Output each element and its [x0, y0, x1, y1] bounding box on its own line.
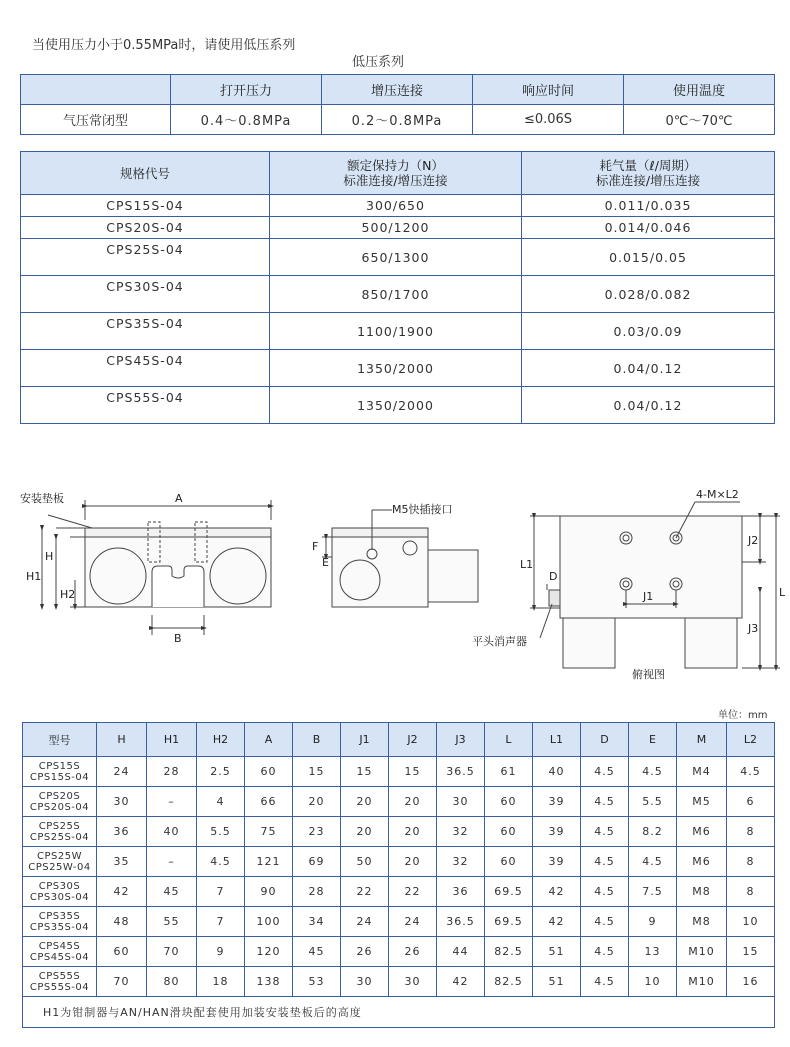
dimension-value: 51	[533, 967, 581, 997]
dimension-value: 4.5	[581, 907, 629, 937]
dimension-model-full: CPS15S-04	[29, 771, 90, 783]
dimension-value: M5	[677, 787, 727, 817]
dimension-header: H	[97, 723, 147, 757]
dimension-value: 44	[437, 937, 485, 967]
dimension-value: 26	[341, 937, 389, 967]
dimension-model-full: CPS25S-04	[29, 831, 90, 843]
dimension-value: 24	[389, 907, 437, 937]
dimension-value: 4	[197, 787, 245, 817]
dimension-model-short: CPS45S	[38, 940, 81, 952]
dimension-header: E	[629, 723, 677, 757]
table-row	[23, 847, 775, 877]
table-row	[23, 757, 775, 787]
label-top-view: 俯视图	[632, 668, 665, 681]
dimension-value: 61	[485, 757, 533, 787]
dimension-value: 23	[293, 817, 341, 847]
pressure-row-label: 气压常闭型	[21, 105, 171, 135]
dimension-model-short: CPS25S	[38, 820, 81, 832]
dimension-value: 30	[437, 787, 485, 817]
dimension-value: 20	[389, 817, 437, 847]
table-row	[23, 787, 775, 817]
label-H1: H1	[26, 570, 42, 583]
dimension-value: 22	[341, 877, 389, 907]
dimension-value: 28	[147, 757, 197, 787]
spec-model: CPS25S-04	[21, 239, 270, 276]
technical-drawing	[0, 480, 790, 700]
dimension-value: 75	[245, 817, 293, 847]
dimension-value: 10	[629, 967, 677, 997]
pressure-header-empty	[21, 75, 171, 105]
label-J1: J1	[643, 590, 654, 603]
dimension-value: 36.5	[437, 757, 485, 787]
dimension-value: 4.5	[581, 817, 629, 847]
table-row	[23, 877, 775, 907]
dimension-value: 90	[245, 877, 293, 907]
spec-air: 0.028/0.082	[522, 276, 775, 313]
dimension-value: 60	[485, 787, 533, 817]
pressure-value-temp: 0℃～70℃	[624, 105, 775, 135]
dimension-value: 4.5	[727, 757, 775, 787]
dimension-value: 20	[293, 787, 341, 817]
spec-air: 0.014/0.046	[522, 217, 775, 239]
dimension-header: J1	[341, 723, 389, 757]
dimension-value: 42	[437, 967, 485, 997]
dimension-model-full: CPS20S-04	[29, 801, 90, 813]
label-E: E	[322, 556, 329, 569]
dimension-value: M10	[677, 937, 727, 967]
label-port: M5快插接口	[392, 503, 453, 516]
dimension-value: 48	[97, 907, 147, 937]
label-H2: H2	[60, 588, 76, 601]
spec-header-force-line1: 额定保持力（N）	[347, 158, 444, 173]
dimension-value: 66	[245, 787, 293, 817]
spec-model: CPS55S-04	[21, 387, 270, 424]
dimension-header: 型号	[23, 723, 97, 757]
dimension-model	[23, 817, 97, 847]
table-row	[21, 350, 775, 387]
label-mount-plate: 安装垫板	[20, 492, 64, 505]
dimension-value: 82.5	[485, 937, 533, 967]
pressure-header-temp: 使用温度	[624, 75, 775, 105]
spec-header-air-line1: 耗气量（ℓ/周期）	[599, 158, 697, 173]
dimension-value: M4	[677, 757, 727, 787]
pressure-table	[20, 74, 775, 135]
dimension-header: D	[581, 723, 629, 757]
label-H: H	[45, 550, 54, 563]
dimension-model-short: CPS20S	[38, 790, 81, 802]
dimension-value: 4.5	[581, 937, 629, 967]
pressure-header-open: 打开压力	[171, 75, 322, 105]
spec-header-force	[270, 152, 522, 195]
label-J2: J2	[748, 534, 759, 547]
dimension-value: 22	[389, 877, 437, 907]
dimension-header-row	[23, 723, 775, 757]
spec-air: 0.04/0.12	[522, 350, 775, 387]
dimension-value: 100	[245, 907, 293, 937]
dimension-value: 32	[437, 817, 485, 847]
dimension-model	[23, 937, 97, 967]
dimension-value: 8	[727, 817, 775, 847]
dimension-value: 4.5	[581, 967, 629, 997]
label-holes: 4-M×L2	[696, 488, 739, 501]
dimension-value: 4.5	[581, 877, 629, 907]
dimension-value: 8.2	[629, 817, 677, 847]
dimension-value: 39	[533, 847, 581, 877]
spec-air: 0.04/0.12	[522, 387, 775, 424]
dimension-value: 42	[97, 877, 147, 907]
dimension-model-short: CPS35S	[38, 910, 81, 922]
dimension-value: 69	[293, 847, 341, 877]
dimension-header: J2	[389, 723, 437, 757]
dimension-value: 15	[341, 757, 389, 787]
dimension-value: 45	[293, 937, 341, 967]
pressure-notice: 当使用压力小于0.55MPa时，请使用低压系列	[32, 38, 296, 53]
table-row	[23, 967, 775, 997]
table-row	[21, 387, 775, 424]
dimension-value: 39	[533, 817, 581, 847]
dimension-value: 20	[341, 817, 389, 847]
dimension-value: 4.5	[581, 787, 629, 817]
dimension-value: 60	[97, 937, 147, 967]
dimension-value: 121	[245, 847, 293, 877]
spec-model: CPS20S-04	[21, 217, 270, 239]
dimension-value: 7	[197, 877, 245, 907]
label-F: F	[312, 540, 319, 553]
table-row	[21, 217, 775, 239]
dimension-model-short: CPS25W	[37, 850, 82, 862]
top-view-drawing	[530, 502, 780, 668]
dimension-value: 15	[389, 757, 437, 787]
dimension-value: 51	[533, 937, 581, 967]
dimension-value: 16	[727, 967, 775, 997]
dimension-value: 69.5	[485, 907, 533, 937]
spec-force: 1350/2000	[270, 387, 522, 424]
dimension-value: 24	[341, 907, 389, 937]
label-muffler: 平头消声器	[472, 635, 527, 648]
spec-force: 650/1300	[270, 239, 522, 276]
dimension-header: L	[485, 723, 533, 757]
dimension-value: M10	[677, 967, 727, 997]
dimension-value: 30	[341, 967, 389, 997]
dimension-value: 8	[727, 877, 775, 907]
spec-force: 1350/2000	[270, 350, 522, 387]
dimension-value: 30	[97, 787, 147, 817]
dimension-value: 36.5	[437, 907, 485, 937]
table-row	[23, 937, 775, 967]
label-L1: L1	[520, 558, 534, 571]
dimension-model-full: CPS25W-04	[28, 861, 91, 873]
spec-header-model: 规格代号	[21, 152, 270, 195]
dimension-value: M8	[677, 907, 727, 937]
dimension-value: 4.5	[629, 757, 677, 787]
dimension-value: 40	[533, 757, 581, 787]
dimension-value: 82.5	[485, 967, 533, 997]
dimension-model-full: CPS45S-04	[29, 951, 90, 963]
spec-header-air	[522, 152, 775, 195]
spec-force: 300/650	[270, 195, 522, 217]
dimension-value: 20	[341, 787, 389, 817]
spec-model: CPS35S-04	[21, 313, 270, 350]
pressure-value-boost: 0.2～0.8MPa	[322, 105, 473, 135]
dimension-value: M6	[677, 847, 727, 877]
dimension-value: 60	[485, 817, 533, 847]
dimension-value: 138	[245, 967, 293, 997]
dimension-value: 50	[341, 847, 389, 877]
dimension-model	[23, 757, 97, 787]
dimension-header: H1	[147, 723, 197, 757]
dimension-model-full: CPS35S-04	[29, 921, 90, 933]
dimension-value: 80	[147, 967, 197, 997]
dimension-model-full: CPS55S-04	[29, 981, 90, 993]
spec-force: 500/1200	[270, 217, 522, 239]
dimension-header: B	[293, 723, 341, 757]
dimension-value: 55	[147, 907, 197, 937]
spec-model: CPS15S-04	[21, 195, 270, 217]
series-title: 低压系列	[352, 55, 405, 70]
label-L: L	[779, 586, 786, 599]
dimension-model	[23, 787, 97, 817]
dimension-value: M6	[677, 817, 727, 847]
dimension-value: 42	[533, 907, 581, 937]
dimension-value: 18	[197, 967, 245, 997]
dimension-value: 30	[389, 967, 437, 997]
dimension-value: 4.5	[581, 757, 629, 787]
dimension-value: 9	[629, 907, 677, 937]
dimension-value: 4.5	[581, 847, 629, 877]
table-row	[21, 239, 775, 276]
spec-air: 0.03/0.09	[522, 313, 775, 350]
dimension-header: A	[245, 723, 293, 757]
dimension-model-short: CPS15S	[38, 760, 81, 772]
dimension-model-short: CPS55S	[38, 970, 81, 982]
dimension-model-full: CPS30S-04	[29, 891, 90, 903]
dimension-value: 7	[197, 907, 245, 937]
dimension-model	[23, 907, 97, 937]
dimension-model	[23, 877, 97, 907]
dimension-header: L2	[727, 723, 775, 757]
spec-model: CPS45S-04	[21, 350, 270, 387]
dimension-header: M	[677, 723, 727, 757]
dimension-value: 32	[437, 847, 485, 877]
dimension-value: 36	[97, 817, 147, 847]
dimension-header: J3	[437, 723, 485, 757]
spec-air: 0.011/0.035	[522, 195, 775, 217]
pressure-header-boost: 增压连接	[322, 75, 473, 105]
dimension-value: 20	[389, 787, 437, 817]
dimension-value: 70	[147, 937, 197, 967]
label-D: D	[549, 570, 558, 583]
dimension-value: 5.5	[629, 787, 677, 817]
dimension-value: 34	[293, 907, 341, 937]
dimension-header: L1	[533, 723, 581, 757]
dimension-value: 69.5	[485, 877, 533, 907]
table-row	[21, 313, 775, 350]
dimension-value: 15	[293, 757, 341, 787]
pressure-value-open: 0.4～0.8MPa	[171, 105, 322, 135]
dimension-model	[23, 847, 97, 877]
dimension-value: 7.5	[629, 877, 677, 907]
dimension-header: H2	[197, 723, 245, 757]
spec-model: CPS30S-04	[21, 276, 270, 313]
dimension-value: 24	[97, 757, 147, 787]
dimension-value: 26	[389, 937, 437, 967]
dimension-value: 13	[629, 937, 677, 967]
spec-header-force-line2: 标准连接/增压连接	[343, 173, 448, 188]
side-view	[322, 510, 478, 607]
dimension-value: 35	[97, 847, 147, 877]
dimension-value: 70	[97, 967, 147, 997]
spec-header-air-line2: 标准连接/增压连接	[595, 173, 701, 188]
pressure-header-response: 响应时间	[473, 75, 624, 105]
dimension-value: –	[147, 847, 197, 877]
table-row	[23, 907, 775, 937]
dimension-value: –	[147, 787, 197, 817]
unit-label: 单位：mm	[718, 710, 768, 721]
dimension-value: 6	[727, 787, 775, 817]
dimension-table	[22, 722, 775, 1028]
dimension-value: 120	[245, 937, 293, 967]
label-J3: J3	[748, 622, 759, 635]
dimension-model-short: CPS30S	[38, 880, 81, 892]
label-B: B	[174, 632, 182, 645]
table-row	[21, 195, 775, 217]
dimension-model	[23, 967, 97, 997]
dimension-value: 20	[389, 847, 437, 877]
dimension-value: 60	[485, 847, 533, 877]
label-A: A	[175, 492, 183, 505]
spec-force: 1100/1900	[270, 313, 522, 350]
dimension-value: 15	[727, 937, 775, 967]
dimension-value: 9	[197, 937, 245, 967]
dimension-value: 4.5	[629, 847, 677, 877]
dimension-value: M8	[677, 877, 727, 907]
dimension-value: 60	[245, 757, 293, 787]
front-view	[42, 500, 271, 635]
dimension-value: 45	[147, 877, 197, 907]
spec-air: 0.015/0.05	[522, 239, 775, 276]
spec-table	[20, 151, 775, 424]
footnote: H1为钳制器与AN/HAN滑块配套使用加装安装垫板后的高度	[23, 997, 775, 1028]
table-row	[23, 817, 775, 847]
dimension-value: 10	[727, 907, 775, 937]
dimension-value: 5.5	[197, 817, 245, 847]
spec-force: 850/1700	[270, 276, 522, 313]
dimension-value: 53	[293, 967, 341, 997]
dimension-value: 40	[147, 817, 197, 847]
pressure-value-response: ≤0.06S	[473, 105, 624, 135]
table-row	[21, 276, 775, 313]
dimension-value: 4.5	[197, 847, 245, 877]
dimension-value: 39	[533, 787, 581, 817]
dimension-value: 28	[293, 877, 341, 907]
dimension-value: 42	[533, 877, 581, 907]
dimension-value: 36	[437, 877, 485, 907]
dimension-value: 8	[727, 847, 775, 877]
dimension-value: 2.5	[197, 757, 245, 787]
